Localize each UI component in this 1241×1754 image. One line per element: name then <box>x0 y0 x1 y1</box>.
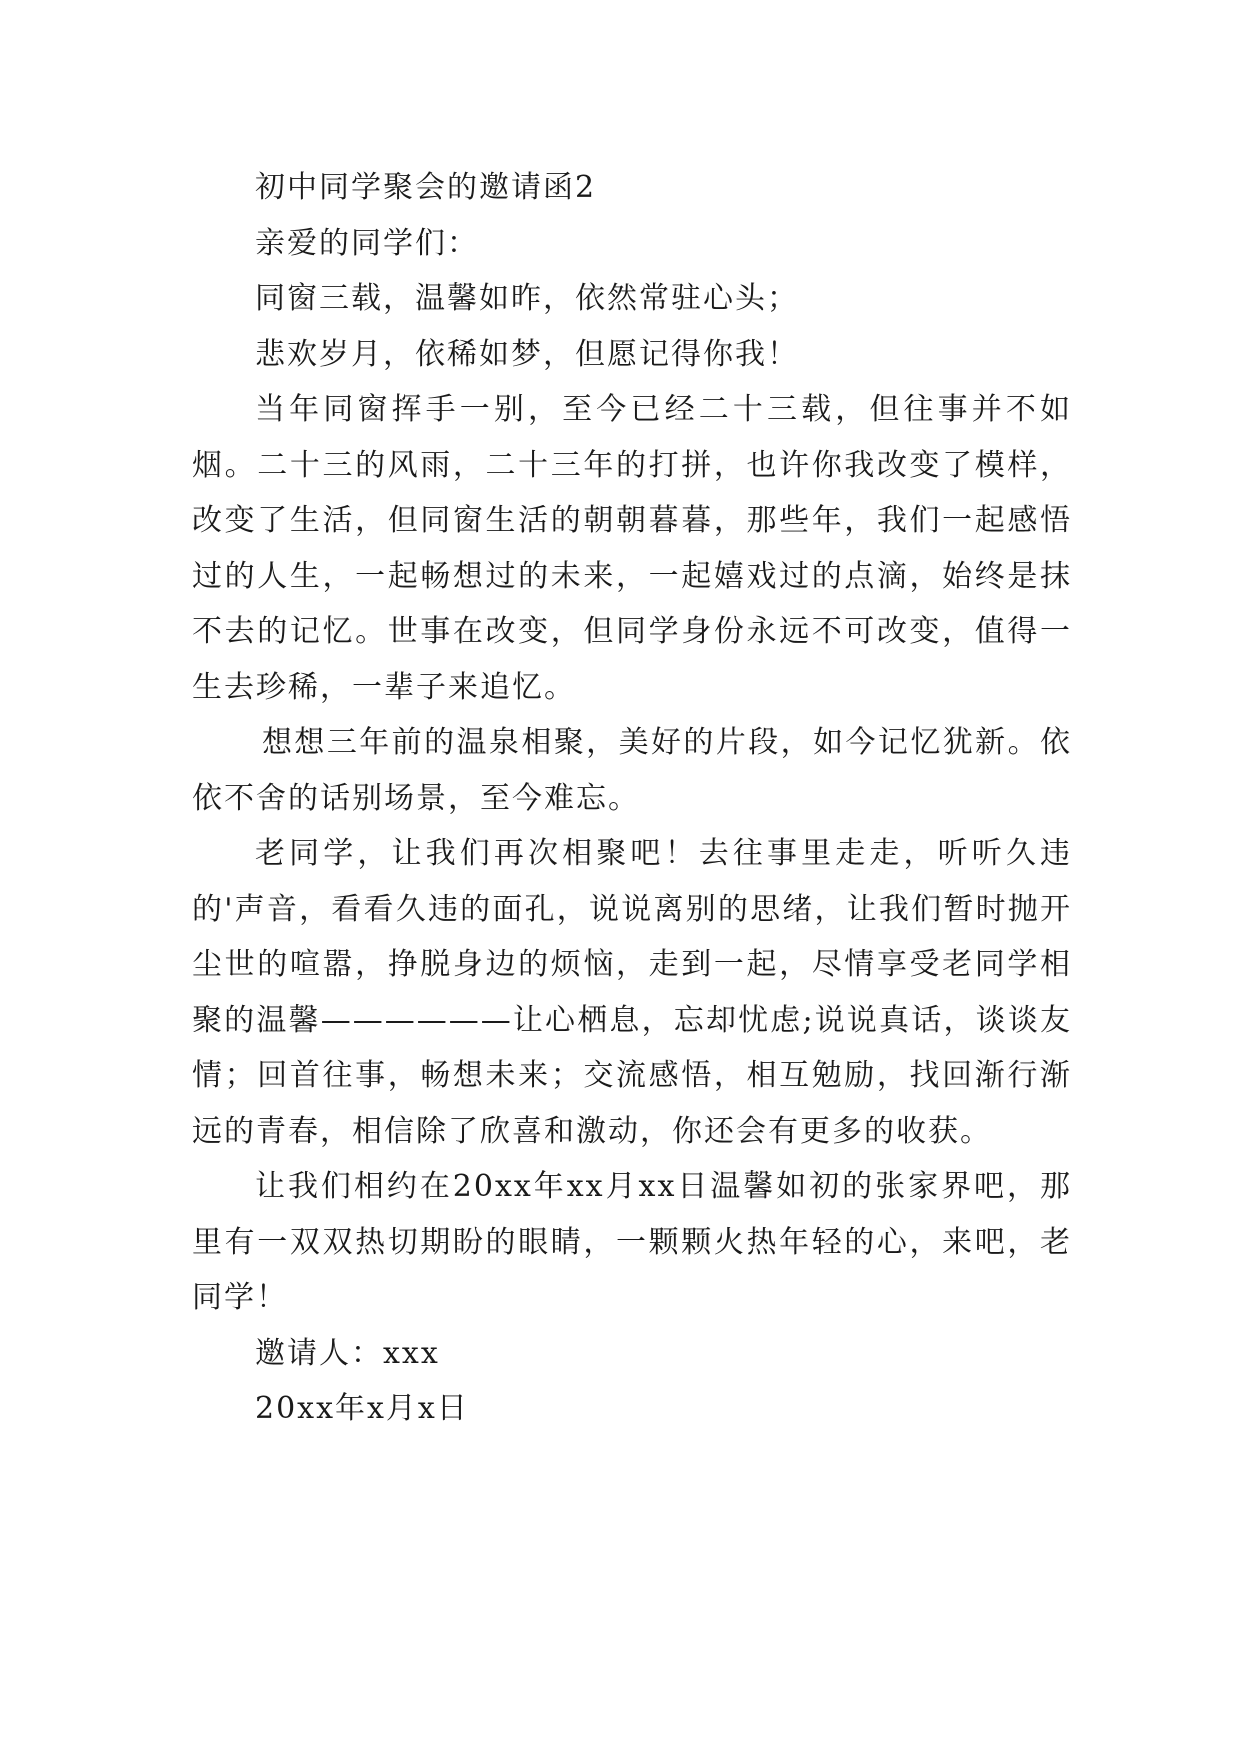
letter-title: 初中同学聚会的邀请函2 <box>255 170 597 205</box>
paragraph-date-location: 让我们相约在20xx年xx月xx日温馨如初的张家界吧，那里有一双双热切期盼的眼睛，一颗颗火热年轻的心，来吧，老同学！ <box>192 1169 1072 1315</box>
inviter-signature: 邀请人：xxx <box>255 1335 440 1371</box>
verse-line-1: 同窗三载，温馨如昨，依然常驻心头； <box>255 281 799 316</box>
salutation: 亲爱的同学们： <box>255 225 479 261</box>
letter-body <box>192 160 1072 1437</box>
verse-line-2: 悲欢岁月，依稀如梦，但愿记得你我！ <box>255 336 799 372</box>
paragraph-hot-spring: 想想三年前的温泉相聚，美好的片段，如今记忆犹新。依依不舍的话别场景，至今难忘。 <box>192 725 1072 816</box>
letter-date: 20xx年x月x日 <box>255 1391 469 1426</box>
paragraph-invitation: 老同学，让我们再次相聚吧！去往事里走走，听听久违的'声音，看看久违的面孔，说说离别的思绪，让我们暂时抛开尘世的喧嚣，挣脱身边的烦恼，走到一起，尽情享受老同学相聚的温馨——————让心栖息，忘却忧虑;说说真话，谈谈友情；回首往事，畅想未来；交流感悟，相互勉励，找回渐行渐远的青春，相信除了欣喜和激动，你还会有更多的收获。 <box>192 836 1072 1149</box>
paragraph-reunion-memories: 当年同窗挥手一别，至今已经二十三载，但往事并不如烟。二十三的风雨，二十三年的打拼，也许你我改变了模样，改变了生活，但同窗生活的朝朝暮暮，那些年，我们一起感悟过的人生，一起畅想过的未来，一起嬉戏过的点滴，始终是抹不去的记忆。世事在改变，但同学身份永远不可改变，值得一生去珍稀，一辈子来追忆。 <box>192 392 1072 705</box>
